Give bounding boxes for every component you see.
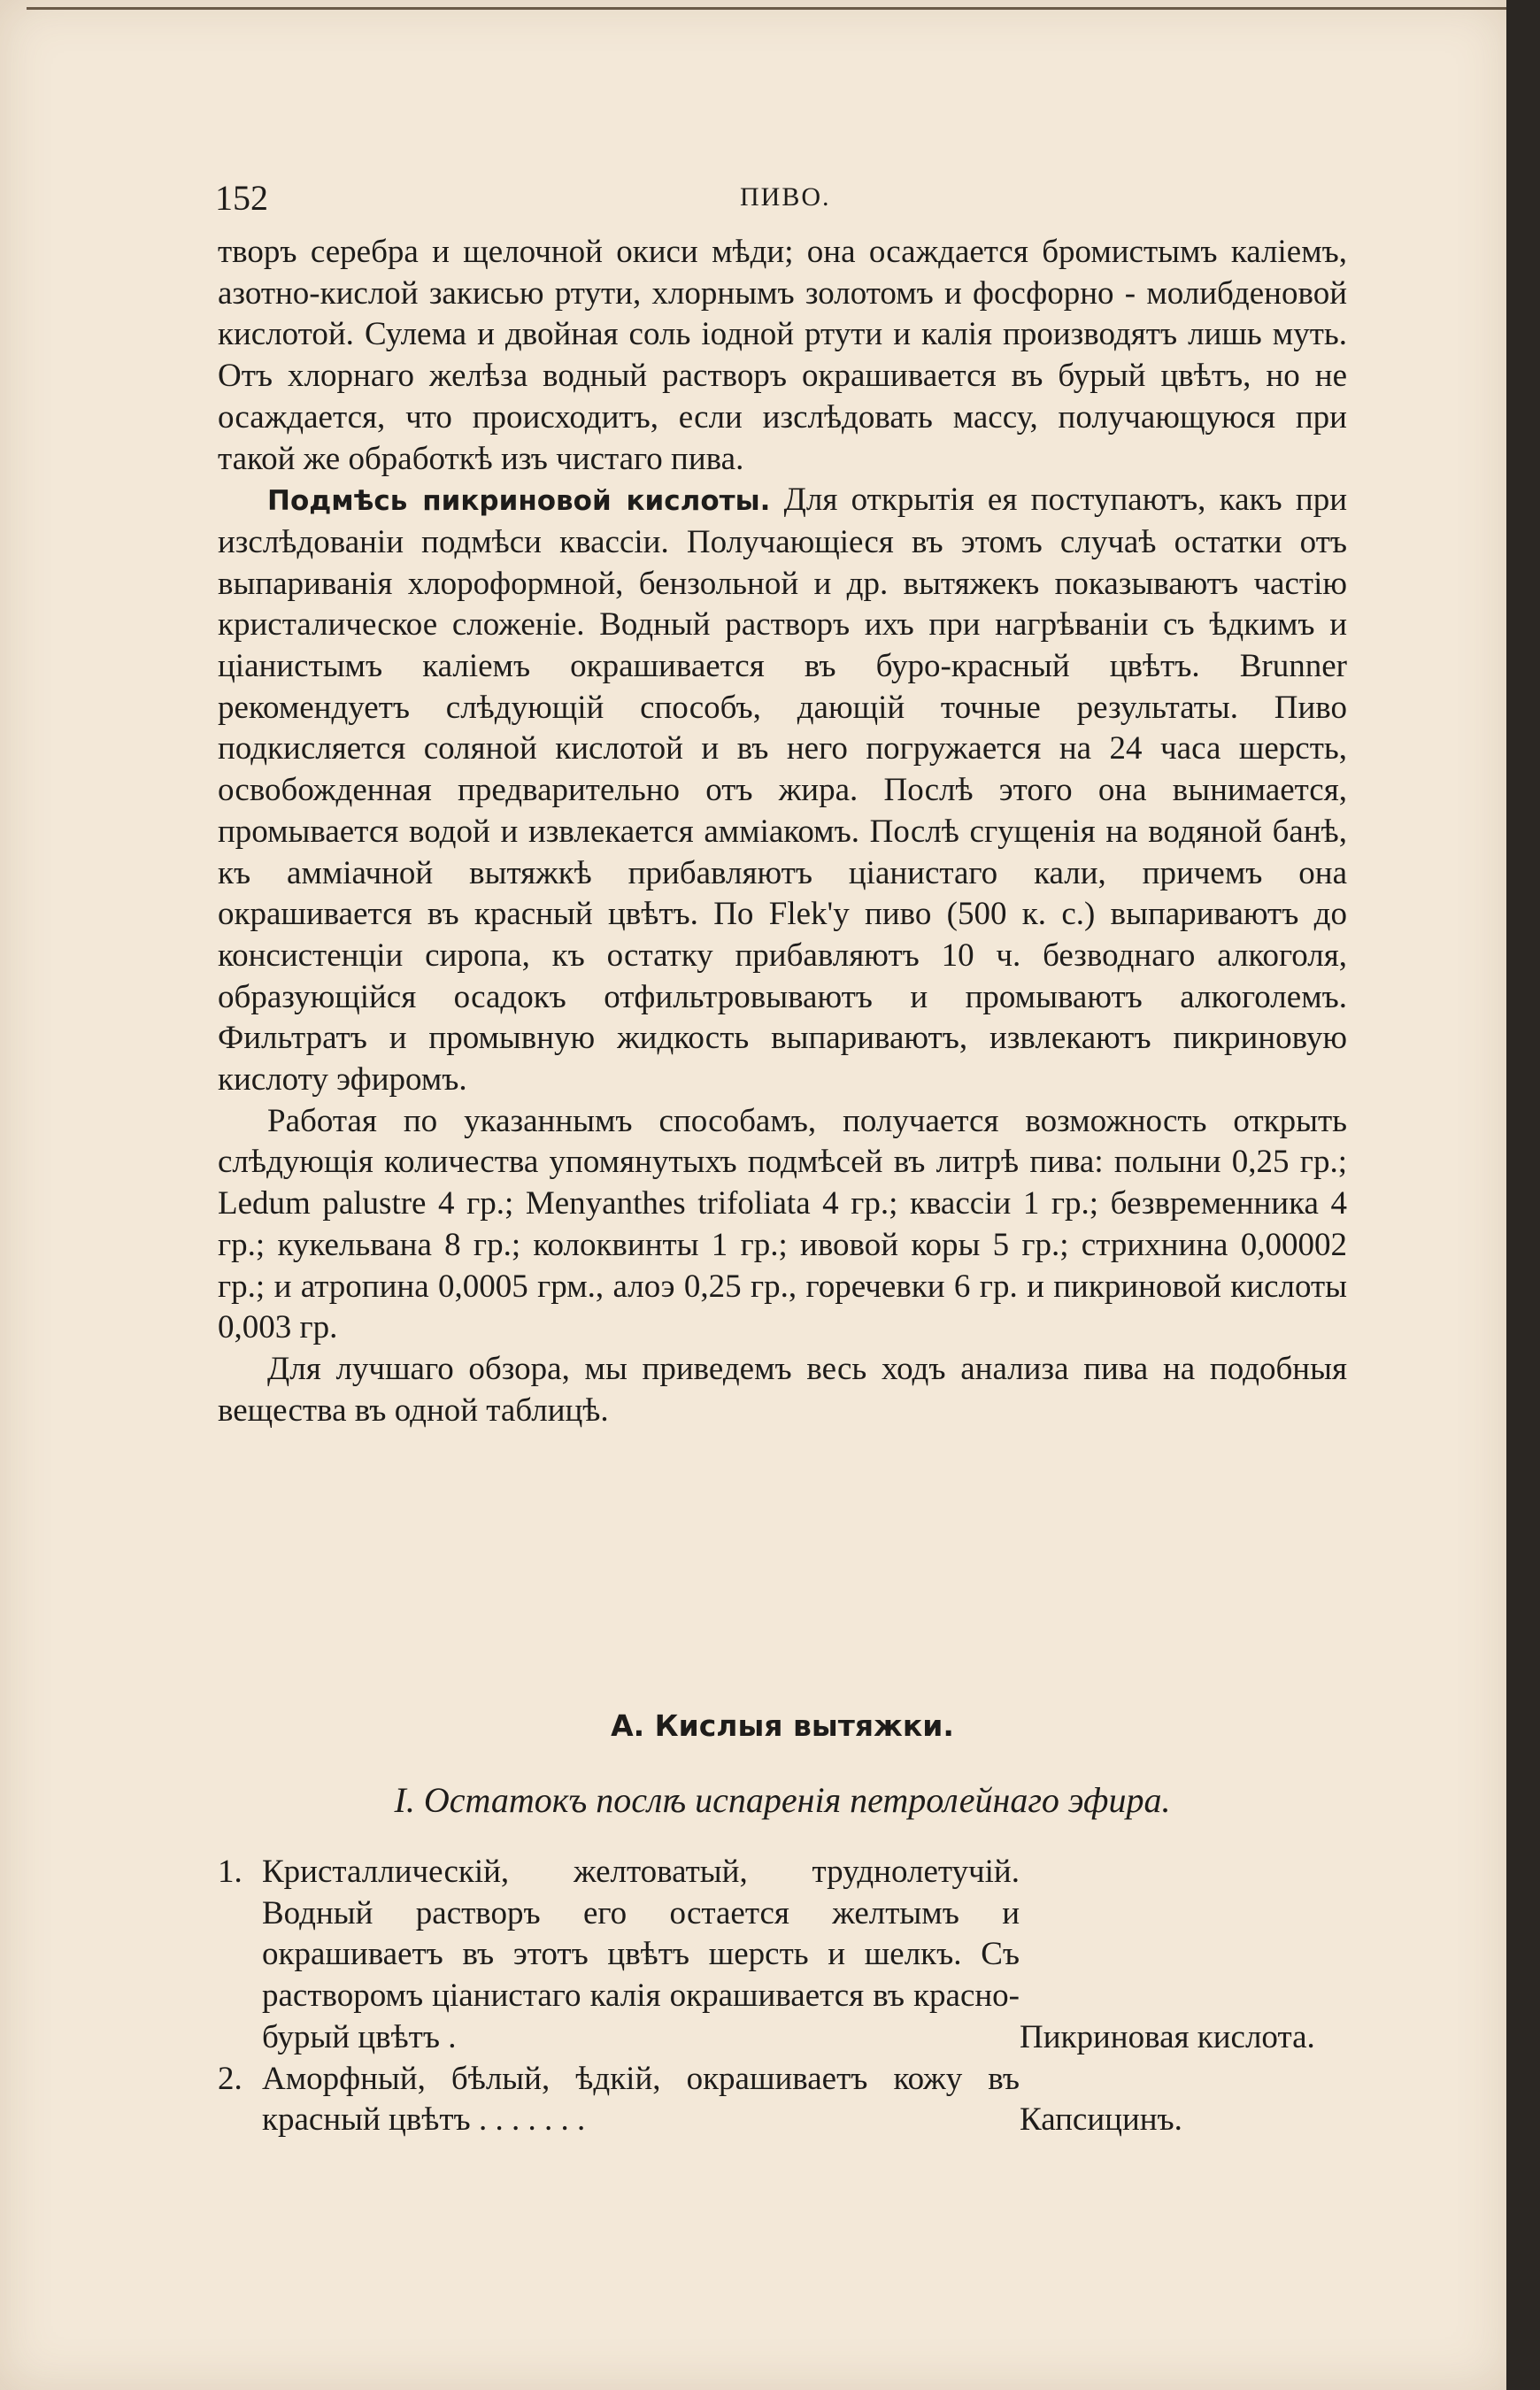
paragraph-heading: Подмѣсь пикриновой кислоты. [267, 485, 771, 518]
table-entry [218, 1852, 1368, 2059]
running-title: ПИВО. [740, 182, 831, 212]
entry-result: Пикриновая кислота. [1020, 2018, 1315, 2055]
page-top-border [27, 7, 1513, 10]
analysis-table [218, 1852, 1368, 2141]
paragraph-4: Для лучшаго обзора, мы приведемъ весь ходъ анализа пива на подобныя вещества въ одной таблицѣ. [218, 1350, 1347, 1429]
entry-description: Аморфный, бѣлый, ѣдкій, окрашиваетъ кожу въ красный цвѣтъ . . . . . . . [262, 2060, 1020, 2139]
page-number: 152 [215, 178, 268, 218]
paragraph-2-text: Для открытія ея поступаютъ, какъ при изслѣдованіи подмѣси квассіи. Получающіеся въ этомъ случаѣ остатки отъ выпариванія хлороформной, бензольной и др. вытяжекъ показываютъ частію кристалическое сложеніе. Водный растворъ ихъ при нагрѣваніи съ ѣдкимъ и ціанистымъ каліемъ окрашивается въ буро-красный цвѣтъ. Brunner рекомендуетъ слѣдующій способъ, дающій точные результаты. Пиво подкисляется соляной кислотой и въ него погружается на 24 часа шерсть, освобожденная предварительно отъ жира. Послѣ этого она вынимается, промывается водой и извлекается амміакомъ. Послѣ сгущенія на водяной банѣ, къ амміачной вытяжкѣ прибавляютъ ціанистаго кали, причемъ она окрашивается въ красный цвѣтъ. По Flek'у пиво (500 к. с.) выпариваютъ до консистенціи сиропа, къ остатку прибавляютъ 10 ч. безводнаго алкоголя, образующійся осадокъ отфильтровываютъ и промываютъ алкоголемъ. Фильтратъ и промывную жидкость выпариваютъ, извлекаютъ пикриновую кислоту эфиромъ. [218, 482, 1347, 1099]
entry-number: 1. [218, 1854, 243, 1890]
entry-description: Кристаллическій, желтоватый, труднолетучій. Водный растворъ его остается желтымъ и окрашиваетъ въ этотъ цвѣтъ шерсть и шелкъ. Съ растворомъ ціанистаго калія окрашивается въ красно-бурый цвѣтъ . [262, 1854, 1020, 2055]
paragraph-1: творъ серебра и щелочной окиси мѣди; она осаждается бромистымъ каліемъ, азотно-кислой закисью ртути, хлорнымъ золотомъ и фосфорно - молибденовой кислотой. Сулема и двойная соль іодной ртути и калія производятъ лишь муть. Отъ хлорнаго желѣза водный растворъ окрашивается въ бурый цвѣтъ, но не осаждается, что происходитъ, если изслѣдовать массу, получающуюся при такой же обработкѣ изъ чистаго пива. [218, 234, 1347, 477]
paragraph-3: Работая по указаннымъ способамъ, получается возможность открыть слѣдующія количества упомянутыхъ подмѣсей въ литрѣ пива: полыни 0,25 гр.; Ledum palustre 4 гр.; Menyanthes trifoliata 4 гр.; квассіи 1 гр.; безвременника 4 гр.; кукельвана 8 гр.; колоквинты 1 гр.; ивовой коры 5 гр.; стрихнина 0,00002 гр.; и атропина 0,0005 грм., алоэ 0,25 гр., горечевки 6 гр. и пикриновой кислоты 0,003 гр. [218, 1102, 1347, 1346]
table-entry [218, 2059, 1368, 2141]
body-text [218, 232, 1347, 1431]
entry-result: Капсицинъ. [1020, 2101, 1182, 2139]
entry-number: 2. [218, 2060, 243, 2097]
paragraph-2 [218, 480, 1347, 1101]
section-title: А. Кислыя вытяжки. [611, 1708, 954, 1743]
subsection-title: I. Остатокъ послѣ испаренія петролейнаго эфира. [394, 1780, 1171, 1820]
scan-right-edge [1506, 0, 1540, 2390]
